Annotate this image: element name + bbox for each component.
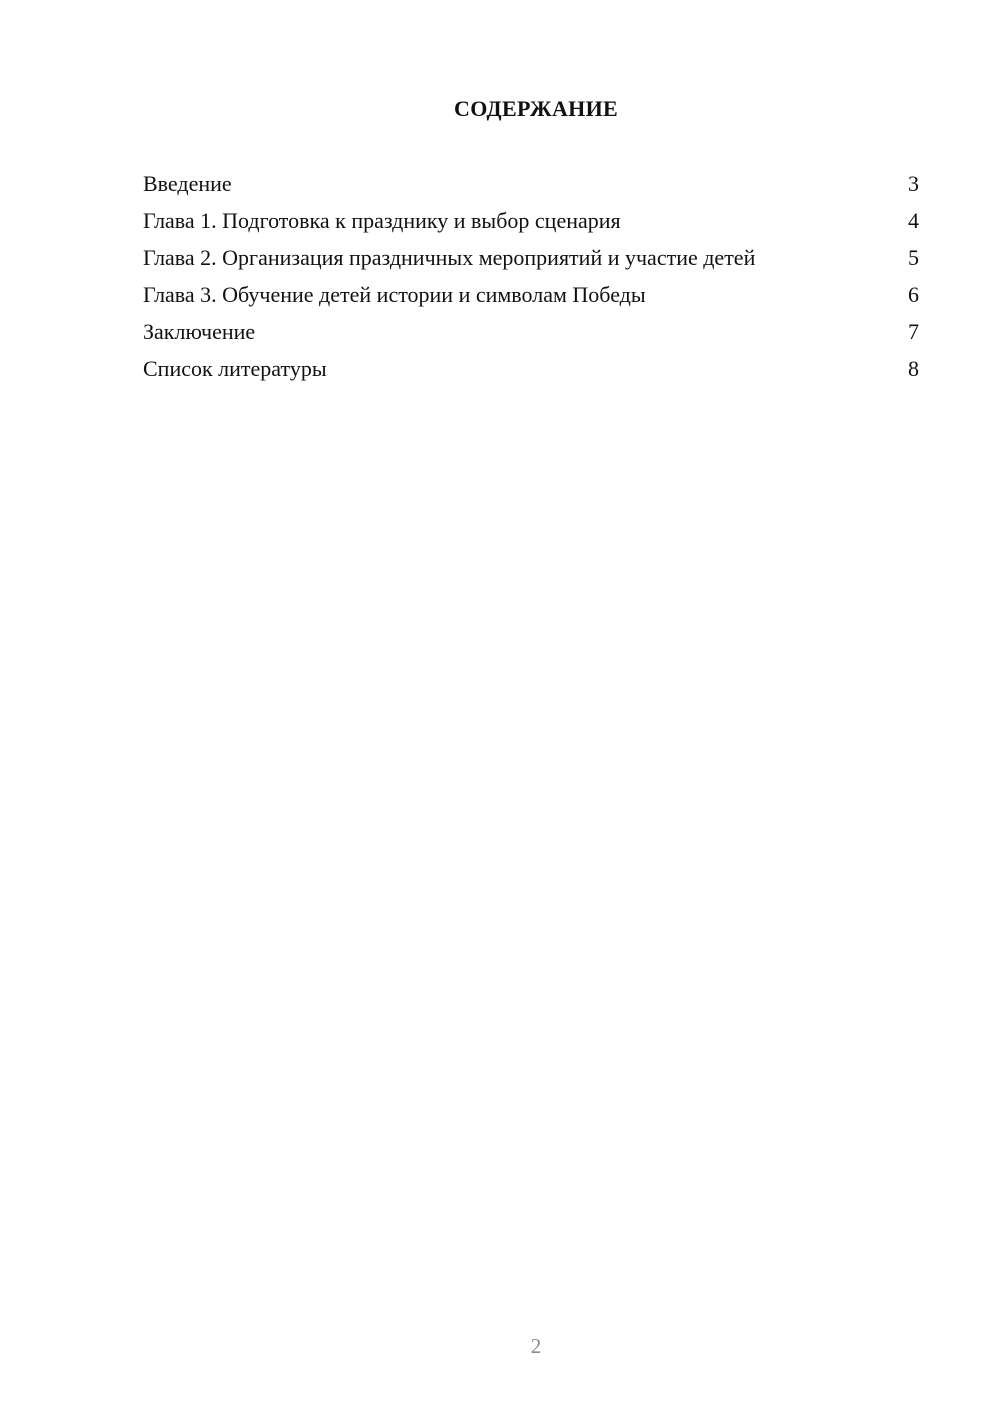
- toc-entry-introduction: [143, 170, 919, 197]
- toc-entry-chapter-3: [143, 281, 919, 308]
- footer-page-number: 2: [530, 1334, 542, 1358]
- toc-entry-chapter-2: [143, 244, 919, 271]
- toc-entry-conclusion: [143, 318, 919, 345]
- toc-entry-page-number: 7: [908, 319, 919, 344]
- toc-entry-label: Глава 3. Обучение детей истории и символам Победы: [143, 282, 646, 307]
- toc-entry-page-number: 6: [908, 282, 919, 307]
- toc-entry-page-number: 3: [908, 171, 919, 196]
- toc-entry-chapter-1: [143, 207, 919, 234]
- toc-title: СОДЕРЖАНИЕ: [454, 96, 618, 121]
- toc-entry-page-number: 4: [908, 208, 919, 233]
- toc-entry-page-number: 8: [908, 356, 919, 381]
- toc-entry-page-number: 5: [908, 245, 919, 270]
- toc-entry-label: Глава 2. Организация праздничных мероприятий и участие детей: [143, 245, 756, 270]
- toc-entry-label: Заключение: [143, 319, 256, 344]
- toc-list: [143, 170, 919, 392]
- toc-entry-label: Глава 1. Подготовка к празднику и выбор сценария: [143, 208, 621, 233]
- toc-entry-label: Введение: [143, 171, 232, 196]
- toc-entry-bibliography: [143, 355, 919, 382]
- toc-entry-label: Список литературы: [143, 356, 327, 381]
